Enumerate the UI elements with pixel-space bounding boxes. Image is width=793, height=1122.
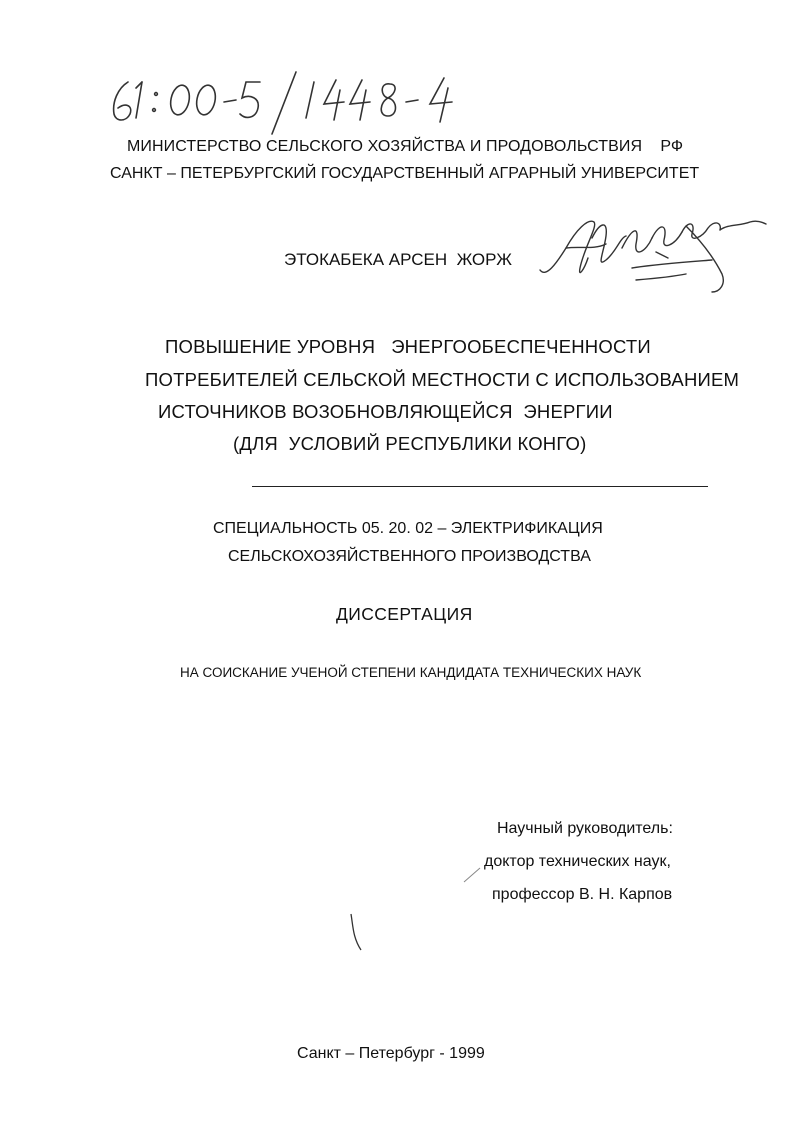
supervisor-name: профессор В. Н. Карпов <box>492 886 673 903</box>
pen-mark <box>345 912 365 952</box>
pen-mark <box>460 862 484 886</box>
dissertation-title-line-1: ПОВЫШЕНИЕ УРОВНЯ ЭНЕРГООБЕСПЕЧЕННОСТИ <box>165 336 651 357</box>
author-signature <box>536 208 768 300</box>
dissertation-title-line-4: (ДЛЯ УСЛОВИЙ РЕСПУБЛИКИ КОНГО) <box>233 433 587 454</box>
supervisor-label: Научный руководитель: <box>497 820 673 837</box>
supervisor-degree: доктор технических наук, <box>484 853 671 870</box>
document-type: ДИССЕРТАЦИЯ <box>336 604 473 624</box>
city-year: Санкт – Петербург - 1999 <box>297 1045 485 1062</box>
university-name: САНКТ – ПЕТЕРБУРГСКИЙ ГОСУДАРСТВЕННЫЙ АГРАРНЫЙ УНИВЕРСИТЕТ <box>110 165 700 182</box>
title-divider <box>252 486 708 487</box>
degree-statement: НА СОИСКАНИЕ УЧЕНОЙ СТЕПЕНИ КАНДИДАТА ТЕХНИЧЕСКИХ НАУК <box>180 665 642 680</box>
ministry-name: МИНИСТЕРСТВО СЕЛЬСКОГО ХОЗЯЙСТВА И ПРОДОВОЛЬСТВИЯ РФ <box>127 138 684 155</box>
handwritten-archive-code <box>100 68 480 138</box>
dissertation-title-line-3: ИСТОЧНИКОВ ВОЗОБНОВЛЯЮЩЕЙСЯ ЭНЕРГИИ <box>158 401 613 422</box>
specialty-line-2: СЕЛЬСКОХОЗЯЙСТВЕННОГО ПРОИЗВОДСТВА <box>228 548 591 565</box>
specialty-line-1: СПЕЦИАЛЬНОСТЬ 05. 20. 02 – ЭЛЕКТРИФИКАЦИЯ <box>213 520 603 537</box>
author-name: ЭТОКАБЕКА АРСЕН ЖОРЖ <box>284 250 512 269</box>
dissertation-title-line-2: ПОТРЕБИТЕЛЕЙ СЕЛЬСКОЙ МЕСТНОСТИ С ИСПОЛЬЗОВАНИЕМ <box>145 369 740 390</box>
